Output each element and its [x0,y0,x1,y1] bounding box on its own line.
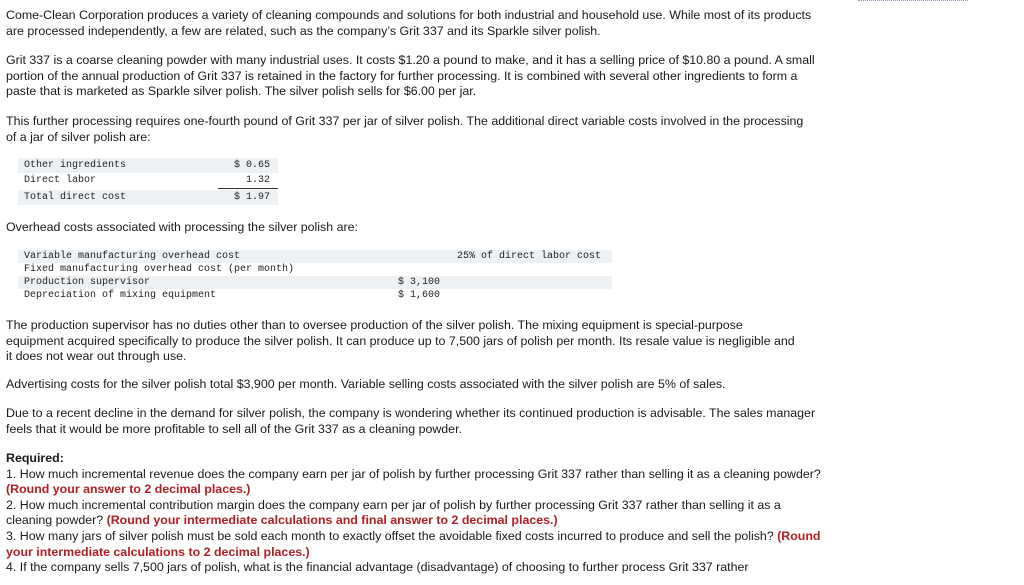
rounding-note: (Round your answer to 2 decimal places.) [6,482,251,497]
overhead-intro: Overhead costs associated with processing the silver polish are: [6,220,358,234]
question-1 [6,467,826,498]
further-processing-paragraph: This further processing requires one-fourth pound of Grit 337 per jar of silver polish. The additional direct variable costs involved in the processing of a jar of silver polish are: [6,114,804,144]
overhead-value: $ 3,100 [398,277,441,288]
question-text: 4. If the company sells 7,500 jars of polish, what is the financial advantage (disadvantage) of choosing to further process Grit 337 rather [6,560,749,575]
cost-label: Direct labor [24,175,97,186]
grit-paragraph: Grit 337 is a coarse cleaning powder with many industrial uses. It costs $1.20 a pound to make, and it has a selling price of $10.80 a pound. A small portion of the annual production of Grit 337 is retained in the factory for further processing. It is combined with several other ingredients to form a paste that is marketed as Sparkle silver polish. The silver polish sells for $6.00 per jar. [6,53,815,99]
overhead-label: Variable manufacturing overhead cost [24,251,241,262]
table-row [18,263,612,276]
overhead-table [18,250,612,302]
supervisor-paragraph: The production supervisor has no duties other than to oversee production of the silver polish. The mixing equipment is special-purpose equipment acquired specifically to produce the silver polish. It can produce up to 7,500 jars of polish per month. Its resale value is negligible and it does not wear out through use. [6,318,795,364]
question-2 [6,498,826,529]
decline-paragraph: Due to a recent decline in the demand for silver polish, the company is wondering whether its continued production is advisable. The sales manager feels that it would be more profitable to sell all of the Grit 337 as a cleaning powder. [6,406,816,436]
question-3 [6,529,826,560]
rounding-note: (Round your intermediate calculations to 2 decimal places.) [6,528,821,559]
question-text: 3. How many jars of silver polish must be sold each month to exactly offset the avoidable fixed costs incurred to produce and sell the polish? [6,528,778,543]
required-section [6,451,826,576]
question-4 [6,560,826,576]
direct-cost-table [18,158,278,205]
overhead-label: Production supervisor [24,277,151,288]
cost-label: Other ingredients [24,160,127,171]
intro-paragraph: Come-Clean Corporation produces a variety of cleaning compounds and solutions for both industrial and household use. While most of its products are processed independently, a few are related, such as the company’s Grit 337 and its Sparkle silver polish. [6,8,812,38]
overhead-rate: 25% of direct labor cost [457,251,602,262]
question-text: 1. How much incremental revenue does the company earn per jar of polish by further processing Grit 337 rather than selling it as a cleaning powder? [6,466,821,481]
question-text: 2. How much incremental contribution margin does the company earn per jar of polish by further processing Grit 337 rather than selling it as a cleaning powder? [6,497,781,528]
overhead-value: $ 1,600 [398,290,441,301]
table-row [18,173,278,188]
required-title: Required: [6,451,64,465]
cost-value: 1.32 [218,173,278,189]
table-row [18,190,278,205]
top-divider [858,0,968,2]
overhead-label: Depreciation of mixing equipment [24,290,217,301]
table-row [18,289,612,302]
cost-value: $ 0.65 [233,160,270,171]
overhead-label: Fixed manufacturing overhead cost (per month) [24,264,295,275]
rounding-note: (Round your intermediate calculations and final answer to 2 decimal places.) [106,513,558,528]
cost-label: Total direct cost [24,192,127,203]
advertising-paragraph: Advertising costs for the silver polish total $3,900 per month. Variable selling costs associated with the silver polish are 5% of sales. [6,377,726,391]
table-row [18,158,278,173]
cost-value: $ 1.97 [233,192,270,203]
table-row [18,250,612,263]
table-row [18,276,612,289]
